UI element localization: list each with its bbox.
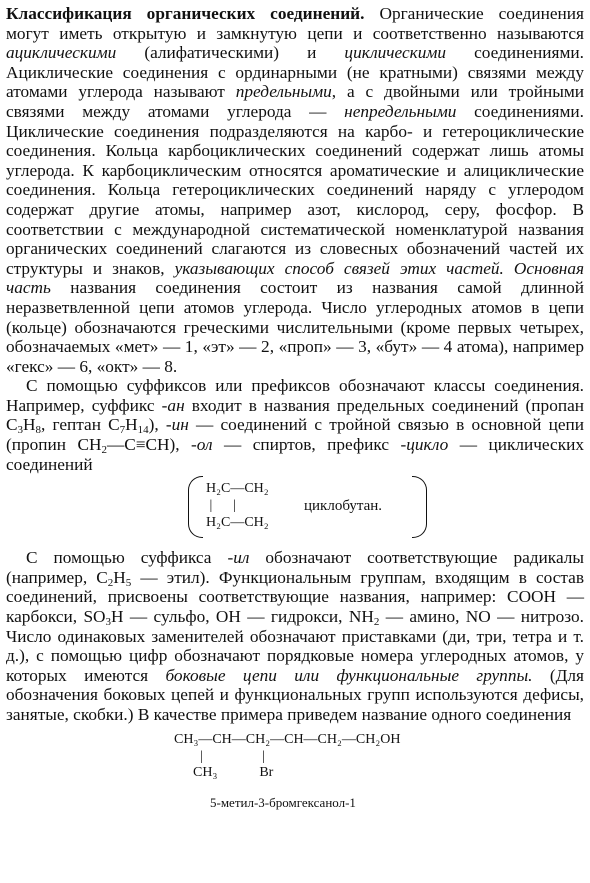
suffix-il: -ил: [227, 548, 250, 568]
section-heading: Классификация органических соединений.: [6, 4, 365, 23]
main-chain: CH₃—CH—CH₂—CH—CH₂—CH₂OH: [174, 731, 401, 747]
term-acyclic: ациклическими: [6, 43, 117, 63]
term-unsaturated: непредельными: [344, 101, 457, 121]
example-formula: [6, 731, 584, 821]
paragraph-radicals: С помощью суффикса -ил обозначают соответствующие радикалы (например, $C_2H_5$ — этил). Функциональным группам, входящим в состав соединений, присвоены соответствующие названия, например: COOH — карбокси, $SO_3H$ — сульфо, OH — гидрокси, $NH_2$ — амино, NO — нитрозо. Число одинаковых заменителей обозначают приставками (ди, три, тетра и т. д.), с помощью цифр обозначают порядковые номера углеродных атомов, у которых имеются боковые цепи или функциональные группы. (Для обозначения боковых цепей и функциональных групп используются дефисы, занятые, скобки.) В качестве примера приведем название одного соединения: [6, 548, 584, 724]
substituents: CH₃ Br: [172, 764, 274, 780]
left-bracket: [188, 476, 203, 538]
paragraph-suffixes: С помощью суффиксов или префиксов обозначают классы соединения. Например, суффикс -ан входит в названия предельных соединений (пропан $C_3H_8$, гептан $C_7H_{14}$), -ин — соединений с тройной связью в основной цепи (пропин $CH_2—C\equiv CH$), -ол — спиртов, префикс -цикло — циклических соединений: [6, 376, 584, 474]
cyclobutane-ring: H₂C—CH₂ | | H₂C—CH₂: [206, 481, 269, 531]
prefix-cyclo: -цикло: [400, 435, 449, 455]
term-saturated: предельными: [235, 82, 332, 102]
suffix-an: -ан: [161, 395, 185, 415]
suffix-in: -ин: [165, 415, 189, 435]
suffix-ol: -ол: [191, 435, 213, 455]
term-cyclic: циклическими: [344, 43, 447, 63]
cyclobutane-name: циклобутан.: [304, 498, 383, 515]
term-signs: указывающих способ связей этих частей.: [174, 258, 504, 278]
paragraph-classification: Классификация органических соединений. Органические соединения могут иметь открытую и замкнутую цепи и соответственно называются ациклическими (алифатическими) и циклическими соединениями. Ациклические соединения с ординарными (не кратными) связями между атомами углерода называют предельными, а с двойными или тройными связями между атомами углерода — непредельными соединениями. Циклические соединения подразделяются на карбо- и гетероциклические соединения. Кольца карбоциклических соединений содержат лишь атомы углерода. К карбоциклическим относятся ароматические и алициклические соединения. Кольца гетероциклических соединений наряду с углеродом содержат другие атомы, например азот, кислород, серу, фосфор. В соответствии с международной систематической номенклатурой названия органических соединений слагаются из словесных обозначений частей их структуры и знаков, указывающих способ связей этих частей. Основная часть названия соединения состоит из названия самой длинной неразветвленной цепи атомов углерода. Число углеродных атомов в цепи (кольце) обозначаются греческими числительными (кроме первых четырех, обозначаемых «мет» — 1, «эт» — 2, «проп» — 3, «бут» — 4 атома), например «гекс» — 6, «окт» — 8.: [6, 4, 584, 376]
term-branches: боковые цепи или функциональные группы.: [165, 665, 533, 685]
right-bracket: [412, 476, 427, 538]
term-main-part: Основная часть: [6, 258, 584, 298]
compound-name: 5-метил-3-бромгексанол-1: [210, 794, 356, 810]
cyclobutane-formula: [6, 476, 584, 544]
substituent-bonds: | |: [172, 748, 266, 764]
